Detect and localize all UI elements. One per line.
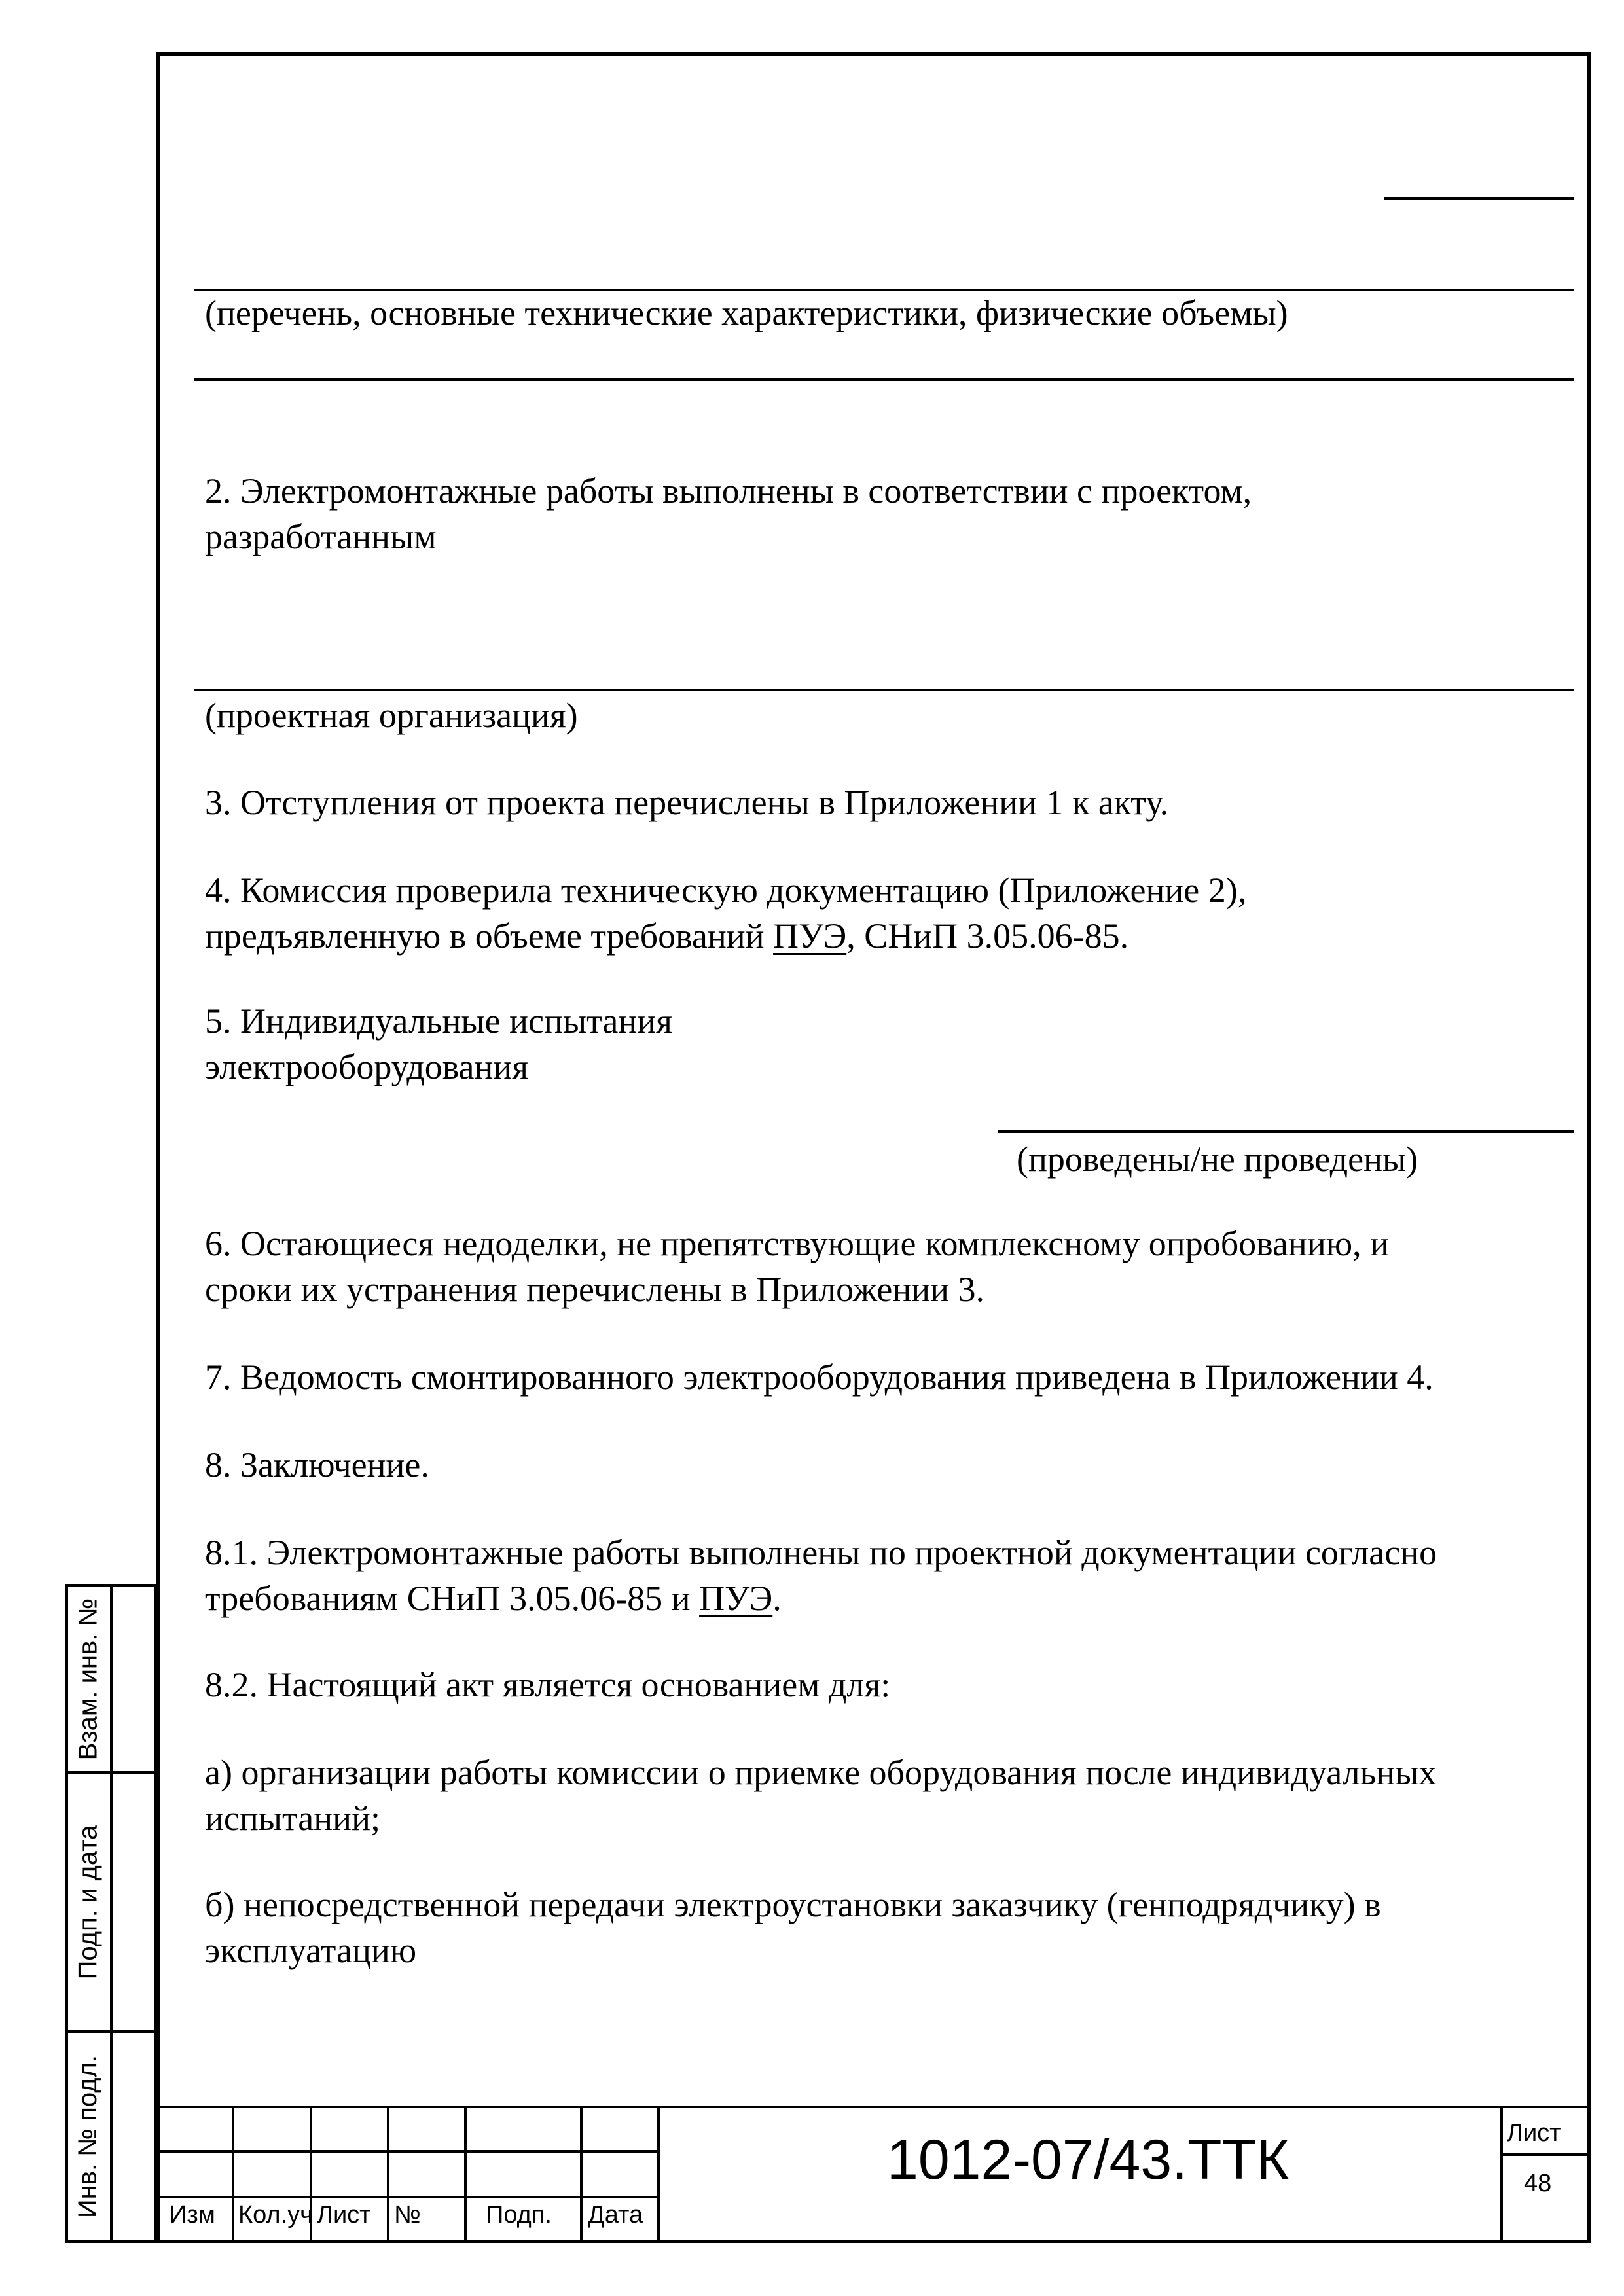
paragraph-6-line-1: 6. Остающиеся недоделки, не препятствующие комплексному опробованию, и xyxy=(205,1224,1389,1263)
paragraph-8-2: 8.2. Настоящий акт является основанием для: xyxy=(205,1665,891,1704)
col-label-date: Дата xyxy=(588,2201,643,2229)
sheet-label: Лист xyxy=(1507,2119,1561,2147)
title-block-col-3 xyxy=(387,2106,389,2243)
paragraph-4-text-end: , СНиП 3.05.06-85. xyxy=(846,916,1129,956)
paragraph-7: 7. Ведомость смонтированного электрооборудования приведена в Приложении 4. xyxy=(205,1357,1434,1397)
title-block-col-7 xyxy=(1500,2106,1503,2243)
blank-line-equipment-2 xyxy=(194,378,1574,381)
document-code: 1012-07/43.ТТК xyxy=(887,2128,1290,2191)
paragraph-8: 8. Заключение. xyxy=(205,1445,429,1484)
col-label-sheet: Лист xyxy=(317,2201,371,2229)
paragraph-8-1-line-2 xyxy=(205,1573,782,1623)
paragraph-5-line-1: 5. Индивидуальные испытания xyxy=(205,1001,672,1041)
paragraph-8-1-line-1: 8.1. Электромонтажные работы выполнены по проектной документации согласно xyxy=(205,1533,1437,1572)
col-label-doc: № xyxy=(394,2201,421,2229)
paragraph-4-line-2 xyxy=(205,911,1128,961)
pue-link[interactable]: ПУЭ xyxy=(773,916,847,956)
item-b-line-2: эксплуатацию xyxy=(205,1931,417,1970)
paragraph-8-1-text-end: . xyxy=(772,1579,782,1618)
blank-line-tests xyxy=(998,1130,1574,1133)
title-block-top-border xyxy=(156,2106,1591,2108)
blank-line-top-right xyxy=(1384,197,1574,200)
title-block-col-4 xyxy=(464,2106,467,2243)
title-block-col-1 xyxy=(232,2106,234,2243)
paragraph-5-line-2: электрооборудования xyxy=(205,1047,529,1086)
title-block-col-6 xyxy=(657,2106,660,2243)
sheet-number: 48 xyxy=(1524,2170,1552,2197)
caption-tests: (проведены/не проведены) xyxy=(1017,1139,1418,1179)
paragraph-2-line-2: разработанным xyxy=(205,517,437,556)
caption-organization: (проектная организация) xyxy=(205,696,578,735)
caption-equipment: (перечень, основные технические характеристики, физические объемы) xyxy=(205,293,1288,332)
title-block-sheet-divider xyxy=(1500,2153,1591,2156)
paragraph-3: 3. Отступления от проекта перечислены в Приложении 1 к акту. xyxy=(205,783,1169,822)
paragraph-6-line-2: сроки их устранения перечислены в Приложении 3. xyxy=(205,1270,985,1309)
side-label-inv-orig: Инв. № подл. xyxy=(73,2054,103,2219)
paragraph-8-1-text: требованиям СНиП 3.05.06-85 и xyxy=(205,1579,700,1618)
item-a-line-2: испытаний; xyxy=(205,1799,380,1838)
col-label-change: Изм xyxy=(169,2201,215,2229)
item-a-line-1: а) организации работы комиссии о приемке оборудования после индивидуальных xyxy=(205,1753,1437,1792)
col-label-qty: Кол.уч xyxy=(238,2201,313,2229)
paragraph-4-line-1: 4. Комиссия проверила техническую документацию (Приложение 2), xyxy=(205,870,1247,910)
pue-link-2[interactable]: ПУЭ xyxy=(699,1579,773,1618)
paragraph-2-line-1: 2. Электромонтажные работы выполнены в соответствии с проектом, xyxy=(205,471,1252,511)
paragraph-4-text: предъявленную в объеме требований xyxy=(205,916,774,956)
item-b-line-1: б) непосредственной передачи электроустановки заказчику (генподрядчику) в xyxy=(205,1885,1381,1924)
title-block-col-5 xyxy=(580,2106,583,2243)
col-label-sign: Подп. xyxy=(486,2201,552,2229)
side-label-inv-replace: Взам. инв. № xyxy=(73,1598,103,1760)
side-label-sign-date: Подп. и дата xyxy=(73,1825,103,1979)
